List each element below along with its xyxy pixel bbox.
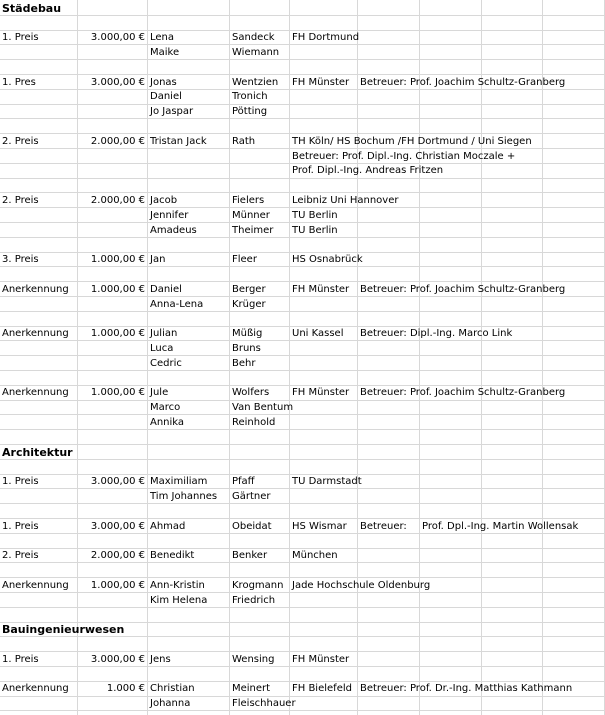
row-gridline — [0, 15, 605, 16]
last-name: Reinhold — [232, 417, 276, 428]
supervisor-name: Prof. Dpl.-Ing. Martin Wollensak — [422, 521, 579, 532]
first-name: Anna-Lena — [150, 299, 204, 310]
institution: Uni Kassel — [292, 328, 344, 339]
last-name: Theimer — [232, 225, 274, 236]
last-name: Münner — [232, 210, 270, 221]
row-gridline — [0, 104, 605, 105]
prize-amount: 3.000,00 € — [90, 32, 145, 43]
first-name: Ahmad — [150, 521, 186, 532]
row-gridline — [0, 355, 605, 356]
first-name: Tim Johannes — [150, 491, 218, 502]
award-label: 1. Pres — [2, 77, 36, 88]
first-name: Johanna — [150, 698, 191, 709]
last-name: Wiemann — [232, 47, 280, 58]
institution: FH Münster — [292, 77, 350, 88]
prize-amount: 3.000,00 € — [90, 476, 145, 487]
prize-amount: 1.000,00 € — [90, 580, 145, 591]
first-name: Jens — [150, 654, 171, 665]
first-name: Luca — [150, 343, 174, 354]
prize-amount: 2.000,00 € — [90, 136, 145, 147]
last-name: Obeidat — [232, 521, 272, 532]
institution: Jade Hochschule Oldenburg — [292, 580, 431, 591]
row-gridline — [0, 696, 605, 697]
first-name: Kim Helena — [150, 595, 208, 606]
last-name: Rath — [232, 136, 256, 147]
supervisor-label: Betreuer: Dipl.-Ing. Marco Link — [360, 328, 513, 339]
institution: FH Münster — [292, 387, 350, 398]
first-name: Christian — [150, 683, 195, 694]
award-label: 3. Preis — [2, 254, 39, 265]
last-name: Krogmann — [232, 580, 284, 591]
supervisor-label: Betreuer: — [360, 521, 407, 532]
first-name: Jan — [150, 254, 166, 265]
last-name: Sandeck — [232, 32, 275, 43]
award-label: 2. Preis — [2, 195, 39, 206]
prize-amount: 2.000,00 € — [90, 195, 145, 206]
last-name: Wolfers — [232, 387, 270, 398]
last-name: Wentzien — [232, 77, 279, 88]
award-label: Anerkennung — [2, 683, 69, 694]
first-name: Jule — [150, 387, 169, 398]
row-gridline — [0, 118, 605, 119]
last-name: Meinert — [232, 683, 271, 694]
first-name: Jacob — [150, 195, 178, 206]
institution: München — [292, 550, 338, 561]
institution: HS Osnabrück — [292, 254, 363, 265]
first-name: Maximiliam — [150, 476, 208, 487]
detail-line: TU Berlin — [292, 210, 338, 221]
institution: FH Bielefeld — [292, 683, 352, 694]
row-gridline — [0, 414, 605, 415]
row-gridline — [0, 59, 605, 60]
prize-amount: 3.000,00 € — [90, 654, 145, 665]
institution: FH Münster — [292, 284, 350, 295]
award-label: Anerkennung — [2, 328, 69, 339]
award-label: Anerkennung — [2, 284, 69, 295]
last-name: Bruns — [232, 343, 261, 354]
prize-amount: 1.000,00 € — [90, 284, 145, 295]
institution: TU Darmstadt — [292, 476, 362, 487]
institution: FH Münster — [292, 654, 350, 665]
row-gridline — [0, 178, 605, 179]
first-name: Benedikt — [150, 550, 195, 561]
last-name: Berger — [232, 284, 266, 295]
award-label: Anerkennung — [2, 387, 69, 398]
supervisor-label: Betreuer: Prof. Joachim Schultz-Granberg — [360, 284, 566, 295]
award-label: 1. Preis — [2, 476, 39, 487]
row-gridline — [0, 281, 605, 282]
prize-amount: 1.000,00 € — [90, 387, 145, 398]
prize-amount: 3.000,00 € — [90, 77, 145, 88]
institution: TH Köln/ HS Bochum /FH Dortmund / Uni Siegen — [292, 136, 532, 147]
last-name: Fielers — [232, 195, 265, 206]
row-gridline — [0, 607, 605, 608]
last-name: Müßig — [232, 328, 263, 339]
institution: HS Wismar — [292, 521, 347, 532]
row-gridline — [0, 192, 605, 193]
prize-amount: 1.000,00 € — [90, 254, 145, 265]
prize-amount: 1.000 € — [106, 683, 145, 694]
first-name: Jonas — [150, 77, 177, 88]
award-label: 1. Preis — [2, 654, 39, 665]
last-name: Wensing — [232, 654, 275, 665]
row-gridline — [0, 444, 605, 445]
last-name: Krüger — [232, 299, 266, 310]
institution: Leibniz Uni Hannover — [292, 195, 399, 206]
first-name: Amadeus — [150, 225, 197, 236]
first-name: Maike — [150, 47, 180, 58]
row-gridline — [0, 503, 605, 504]
award-label: 2. Preis — [2, 136, 39, 147]
row-gridline — [0, 459, 605, 460]
first-name: Marco — [150, 402, 181, 413]
first-name: Cedric — [150, 358, 182, 369]
last-name: Pfaff — [232, 476, 255, 487]
last-name: Fleer — [232, 254, 257, 265]
row-gridline — [0, 429, 605, 430]
last-name: Gärtner — [232, 491, 271, 502]
first-name: Tristan Jack — [150, 136, 207, 147]
row-gridline — [0, 311, 605, 312]
first-name: Jennifer — [150, 210, 189, 221]
detail-line: TU Berlin — [292, 225, 338, 236]
row-gridline — [0, 400, 605, 401]
first-name: Daniel — [150, 91, 182, 102]
last-name: Friedrich — [232, 595, 276, 606]
section-heading: Bauingenieurwesen — [2, 623, 125, 636]
first-name: Lena — [150, 32, 175, 43]
prize-amount: 2.000,00 € — [90, 550, 145, 561]
row-gridline — [0, 651, 605, 652]
detail-line: Betreuer: Prof. Dipl.-Ing. Christian Moczale + — [292, 151, 516, 162]
award-label: 1. Preis — [2, 32, 39, 43]
first-name: Daniel — [150, 284, 182, 295]
last-name: Van Bentum — [232, 402, 294, 413]
award-label: 1. Preis — [2, 521, 39, 532]
supervisor-label: Betreuer: Prof. Dr.-Ing. Matthias Kathmann — [360, 683, 573, 694]
row-gridline — [0, 518, 605, 519]
first-name: Julian — [150, 328, 178, 339]
row-gridline — [0, 74, 605, 75]
award-label: 2. Preis — [2, 550, 39, 561]
last-name: Fleischhauer — [232, 698, 296, 709]
institution: FH Dortmund — [292, 32, 360, 43]
last-name: Pötting — [232, 106, 268, 117]
prize-amount: 3.000,00 € — [90, 521, 145, 532]
row-gridline — [0, 133, 605, 134]
last-name: Tronich — [232, 91, 268, 102]
section-heading: Architektur — [2, 446, 73, 459]
award-label: Anerkennung — [2, 580, 69, 591]
row-gridline — [0, 710, 605, 711]
first-name: Jo Jaspar — [150, 106, 194, 117]
row-gridline — [0, 370, 605, 371]
row-gridline — [0, 577, 605, 578]
supervisor-label: Betreuer: Prof. Joachim Schultz-Granberg — [360, 77, 566, 88]
last-name: Benker — [232, 550, 268, 561]
last-name: Behr — [232, 358, 256, 369]
first-name: Annika — [150, 417, 185, 428]
prize-amount: 1.000,00 € — [90, 328, 145, 339]
supervisor-label: Betreuer: Prof. Joachim Schultz-Granberg — [360, 387, 566, 398]
first-name: Ann-Kristin — [150, 580, 205, 591]
detail-line: Prof. Dipl.-Ing. Andreas Fritzen — [292, 165, 444, 176]
section-heading: Städebau — [2, 2, 62, 15]
